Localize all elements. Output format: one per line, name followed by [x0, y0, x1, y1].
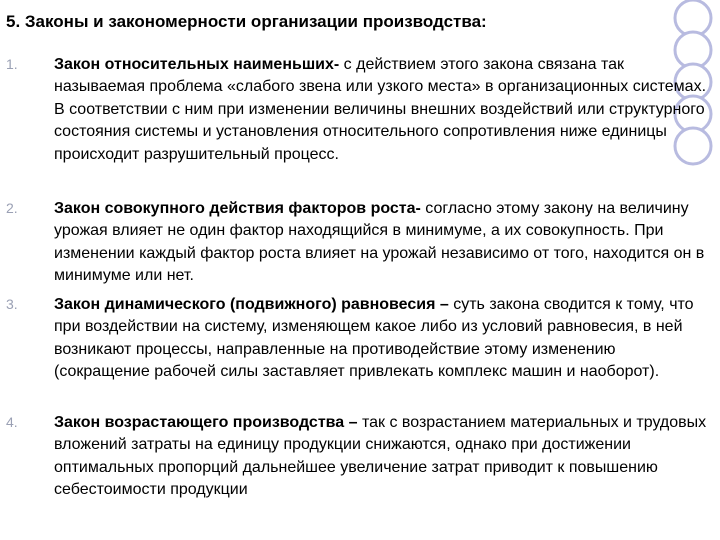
item-text: [54, 294, 710, 384]
item-heading: Закон возрастающего производства –: [54, 414, 358, 431]
item-heading: Закон относительных наименьших-: [54, 56, 340, 73]
slide-title: 5. Законы и закономерности организации производства:: [6, 12, 487, 31]
item-text: [54, 198, 710, 288]
item-body: согласно этому закону на величину урожая влияет не один фактор находящийся в минимуме, а их совокупность. При изменении каждый фактор роста влияет на урожай независимо от того, находится он в минимуме или нет.: [54, 200, 705, 285]
item-heading: Закон совокупного действия факторов роста-: [54, 200, 421, 217]
item-body: так с возрастанием материальных и трудовых вложений затраты на единицу продукции снижаются, однако при достижении оптимальных пропорций дальнейшее увеличение затрат приводит к повышению себестоимости продукции: [54, 414, 707, 499]
item-number: 2.: [6, 200, 18, 216]
item-body: суть закона сводится к тому, что при воздействии на систему, изменяющем какое либо из условий равновесия, в ней возникают процессы, направленные на противодействие этому изменению (сокращение рабочей силы заставляет привлекать комплекс машин и наоборот).: [54, 296, 694, 381]
item-number: 3.: [6, 296, 18, 312]
item-number: 1.: [6, 56, 18, 72]
item-heading: Закон динамического (подвижного) равновесия –: [54, 296, 449, 313]
item-body: с действием этого закона связана так называемая проблема «слабого звена или узкого места» в организационных системах. В соответствии с ним при изменении величины внешних воздействий или структурного состояния системы и установления относительного сопротивления ниже единицы происходит разрушительный процесс.: [54, 56, 707, 163]
item-number: 4.: [6, 414, 18, 430]
item-text: [54, 412, 710, 502]
item-text: [54, 54, 710, 166]
